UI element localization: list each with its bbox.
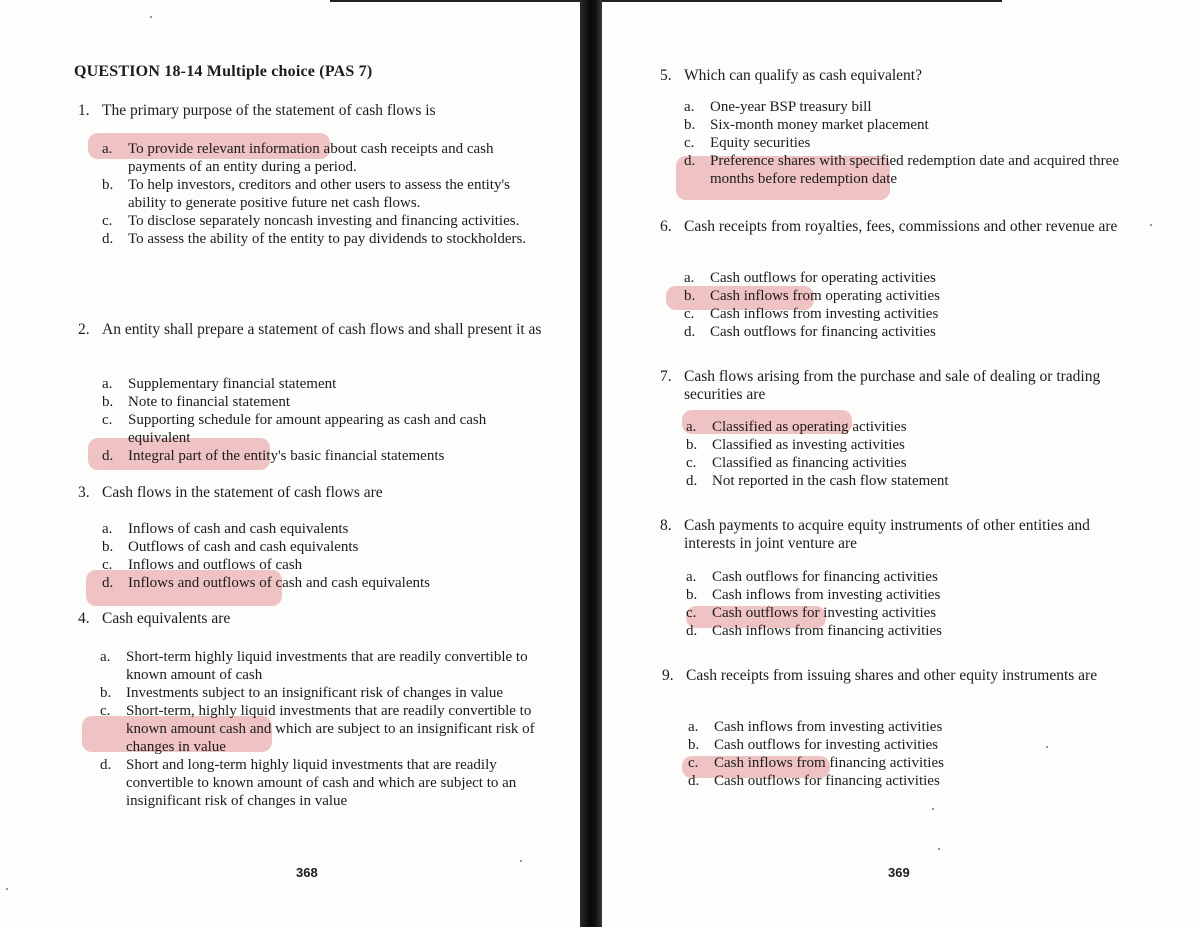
question-7 bbox=[660, 368, 1140, 404]
option-3b bbox=[102, 538, 548, 556]
option-letter: b. bbox=[686, 587, 698, 603]
option-2d bbox=[102, 447, 548, 465]
option-text: Cash outflows for investing activities bbox=[714, 737, 939, 753]
question-number: 9. bbox=[662, 667, 674, 684]
option-letter: c. bbox=[102, 213, 113, 229]
question-stem: Cash flows arising from the purchase and sale of dealing or trading securities are bbox=[684, 368, 1101, 403]
option-letter: a. bbox=[688, 719, 699, 735]
option-letter: b. bbox=[684, 117, 696, 133]
option-text: Six-month money market placement bbox=[710, 117, 929, 133]
option-letter: b. bbox=[102, 177, 114, 193]
option-3a bbox=[102, 520, 548, 538]
option-text: Short-term, highly liquid investments that are readily convertible to known amount cash and which are subject to an insignificant risk of changes in value bbox=[126, 703, 535, 755]
question-4 bbox=[78, 610, 548, 628]
option-7d bbox=[686, 472, 1146, 490]
option-letter: c. bbox=[684, 135, 695, 151]
option-text: Integral part of the entity's basic financial statements bbox=[128, 448, 445, 464]
option-letter: d. bbox=[102, 575, 114, 591]
option-5a bbox=[684, 98, 1144, 116]
option-text: Classified as investing activities bbox=[712, 437, 905, 453]
option-8c bbox=[686, 604, 1146, 622]
question-number: 4. bbox=[78, 610, 90, 627]
options-4 bbox=[100, 648, 550, 810]
option-letter: a. bbox=[102, 376, 113, 392]
question-number: 8. bbox=[660, 517, 672, 534]
option-6c bbox=[684, 305, 1144, 323]
option-4c bbox=[100, 702, 550, 756]
option-letter: a. bbox=[100, 649, 111, 665]
option-8a bbox=[686, 568, 1146, 586]
scan-speck bbox=[1150, 224, 1152, 226]
option-letter: b. bbox=[686, 437, 698, 453]
question-9 bbox=[662, 667, 1142, 685]
page-edge-line bbox=[602, 0, 1002, 2]
option-letter: a. bbox=[686, 419, 697, 435]
option-text: Supporting schedule for amount appearing as cash and cash equivalent bbox=[128, 412, 487, 446]
option-letter: d. bbox=[684, 324, 696, 340]
question-stem: Cash receipts from royalties, fees, commissions and other revenue are bbox=[684, 218, 1118, 235]
option-text: Cash inflows from investing activities bbox=[712, 587, 941, 603]
options-5 bbox=[684, 98, 1144, 188]
question-number: 5. bbox=[660, 67, 672, 84]
question-stem: Cash receipts from issuing shares and other equity instruments are bbox=[686, 667, 1098, 684]
question-stem: The primary purpose of the statement of cash flows is bbox=[102, 102, 436, 119]
option-2c bbox=[102, 411, 548, 447]
option-letter: a. bbox=[102, 141, 113, 157]
option-text: One-year BSP treasury bill bbox=[710, 99, 872, 115]
option-letter: c. bbox=[686, 605, 697, 621]
option-7a bbox=[686, 418, 1146, 436]
option-letter: d. bbox=[686, 473, 698, 489]
option-text: Cash inflows from operating activities bbox=[710, 288, 940, 304]
question-number: 6. bbox=[660, 218, 672, 235]
option-6a bbox=[684, 269, 1144, 287]
option-9c bbox=[688, 754, 1148, 772]
option-text: Inflows and outflows of cash and cash equivalents bbox=[128, 575, 431, 591]
option-letter: b. bbox=[684, 288, 696, 304]
option-5d bbox=[684, 152, 1144, 188]
option-8d bbox=[686, 622, 1146, 640]
option-1a bbox=[102, 140, 548, 176]
book-gutter bbox=[580, 0, 602, 927]
question-set-heading: QUESTION 18-14 Multiple choice (PAS 7) bbox=[74, 63, 373, 80]
options-6 bbox=[684, 269, 1144, 341]
option-text: Cash outflows for investing activities bbox=[712, 605, 937, 621]
option-text: Preference shares with specified redemption date and acquired three months before redemption date bbox=[710, 153, 1119, 187]
scan-speck bbox=[938, 848, 940, 850]
option-letter: c. bbox=[100, 703, 111, 719]
option-text: Cash outflows for operating activities bbox=[710, 270, 936, 286]
question-stem: Cash flows in the statement of cash flows are bbox=[102, 484, 383, 501]
options-8 bbox=[686, 568, 1146, 640]
option-text: To disclose separately noncash investing and financing activities. bbox=[128, 213, 520, 229]
option-text: Cash inflows from investing activities bbox=[714, 719, 943, 735]
option-9a bbox=[688, 718, 1148, 736]
question-number: 3. bbox=[78, 484, 90, 501]
option-text: Cash outflows for financing activities bbox=[714, 773, 940, 789]
option-letter: d. bbox=[102, 231, 114, 247]
page-number: 369 bbox=[888, 865, 910, 880]
right-page bbox=[602, 0, 1200, 927]
option-text: Supplementary financial statement bbox=[128, 376, 337, 392]
option-text: To assess the ability of the entity to pay dividends to stockholders. bbox=[128, 231, 527, 247]
option-9d bbox=[688, 772, 1148, 790]
question-stem: Cash payments to acquire equity instruments of other entities and interests in joint venture are bbox=[684, 517, 1090, 552]
option-2b bbox=[102, 393, 548, 411]
option-text: Cash outflows for financing activities bbox=[710, 324, 936, 340]
scan-speck bbox=[932, 808, 934, 810]
options-1 bbox=[102, 140, 548, 248]
option-text: Short-term highly liquid investments that are readily convertible to known amount of cash bbox=[126, 649, 528, 683]
option-text: To provide relevant information about cash receipts and cash payments of an entity during a period. bbox=[128, 141, 494, 175]
question-3 bbox=[78, 484, 548, 502]
option-5c bbox=[684, 134, 1144, 152]
question-1 bbox=[78, 102, 548, 120]
option-letter: b. bbox=[102, 539, 114, 555]
option-4d bbox=[100, 756, 550, 810]
question-stem: Which can qualify as cash equivalent? bbox=[684, 67, 922, 84]
option-letter: a. bbox=[684, 99, 695, 115]
option-text: Investments subject to an insignificant risk of changes in value bbox=[126, 685, 503, 701]
option-6d bbox=[684, 323, 1144, 341]
option-letter: d. bbox=[100, 757, 112, 773]
scan-speck bbox=[1046, 746, 1048, 748]
option-letter: c. bbox=[684, 306, 695, 322]
question-8 bbox=[660, 517, 1140, 553]
option-6b bbox=[684, 287, 1144, 305]
option-1d bbox=[102, 230, 548, 248]
option-1c bbox=[102, 212, 548, 230]
option-8b bbox=[686, 586, 1146, 604]
option-text: Equity securities bbox=[710, 135, 811, 151]
option-3d bbox=[102, 574, 548, 592]
option-text: Note to financial statement bbox=[128, 394, 291, 410]
option-text: Classified as financing activities bbox=[712, 455, 907, 471]
page-edge-line bbox=[330, 0, 580, 2]
question-number: 7. bbox=[660, 368, 672, 385]
option-text: Inflows and outflows of cash bbox=[128, 557, 303, 573]
option-text: Not reported in the cash flow statement bbox=[712, 473, 949, 489]
option-letter: d. bbox=[686, 623, 698, 639]
option-text: Outflows of cash and cash equivalents bbox=[128, 539, 359, 555]
option-letter: d. bbox=[684, 153, 696, 169]
scan-speck bbox=[6, 888, 8, 890]
scan-speck bbox=[150, 16, 152, 18]
question-6 bbox=[660, 218, 1140, 236]
option-letter: a. bbox=[686, 569, 697, 585]
option-letter: a. bbox=[102, 521, 113, 537]
option-7b bbox=[686, 436, 1146, 454]
option-letter: c. bbox=[102, 557, 113, 573]
option-letter: c. bbox=[688, 755, 699, 771]
left-page bbox=[0, 0, 580, 927]
option-5b bbox=[684, 116, 1144, 134]
option-3c bbox=[102, 556, 548, 574]
option-letter: c. bbox=[102, 412, 113, 428]
option-4b bbox=[100, 684, 550, 702]
question-5 bbox=[660, 67, 1140, 85]
options-7 bbox=[686, 418, 1146, 490]
options-9 bbox=[688, 718, 1148, 790]
option-text: Cash inflows from financing activities bbox=[712, 623, 942, 639]
option-text: Cash inflows from financing activities bbox=[714, 755, 944, 771]
option-letter: d. bbox=[688, 773, 700, 789]
question-stem: An entity shall prepare a statement of cash flows and shall present it as bbox=[102, 321, 542, 338]
option-letter: b. bbox=[102, 394, 114, 410]
option-9b bbox=[688, 736, 1148, 754]
question-number: 2. bbox=[78, 321, 90, 338]
option-1b bbox=[102, 176, 548, 212]
scan-speck bbox=[520, 860, 522, 862]
option-letter: a. bbox=[684, 270, 695, 286]
option-letter: d. bbox=[102, 448, 114, 464]
option-2a bbox=[102, 375, 548, 393]
option-4a bbox=[100, 648, 550, 684]
option-text: To help investors, creditors and other users to assess the entity's ability to generate positive future net cash flows. bbox=[128, 177, 510, 211]
page-number: 368 bbox=[296, 865, 318, 880]
question-number: 1. bbox=[78, 102, 90, 119]
question-stem: Cash equivalents are bbox=[102, 610, 231, 627]
options-2 bbox=[102, 375, 548, 465]
option-text: Cash outflows for financing activities bbox=[712, 569, 938, 585]
option-letter: b. bbox=[688, 737, 700, 753]
option-letter: c. bbox=[686, 455, 697, 471]
options-3 bbox=[102, 520, 548, 592]
option-7c bbox=[686, 454, 1146, 472]
option-letter: b. bbox=[100, 685, 112, 701]
option-text: Cash inflows from investing activities bbox=[710, 306, 939, 322]
option-text: Inflows of cash and cash equivalents bbox=[128, 521, 349, 537]
option-text: Short and long-term highly liquid investments that are readily convertible to known amount of cash and which are subject to an insignificant risk of changes in value bbox=[126, 757, 517, 809]
option-text: Classified as operating activities bbox=[712, 419, 907, 435]
question-2 bbox=[78, 321, 548, 339]
